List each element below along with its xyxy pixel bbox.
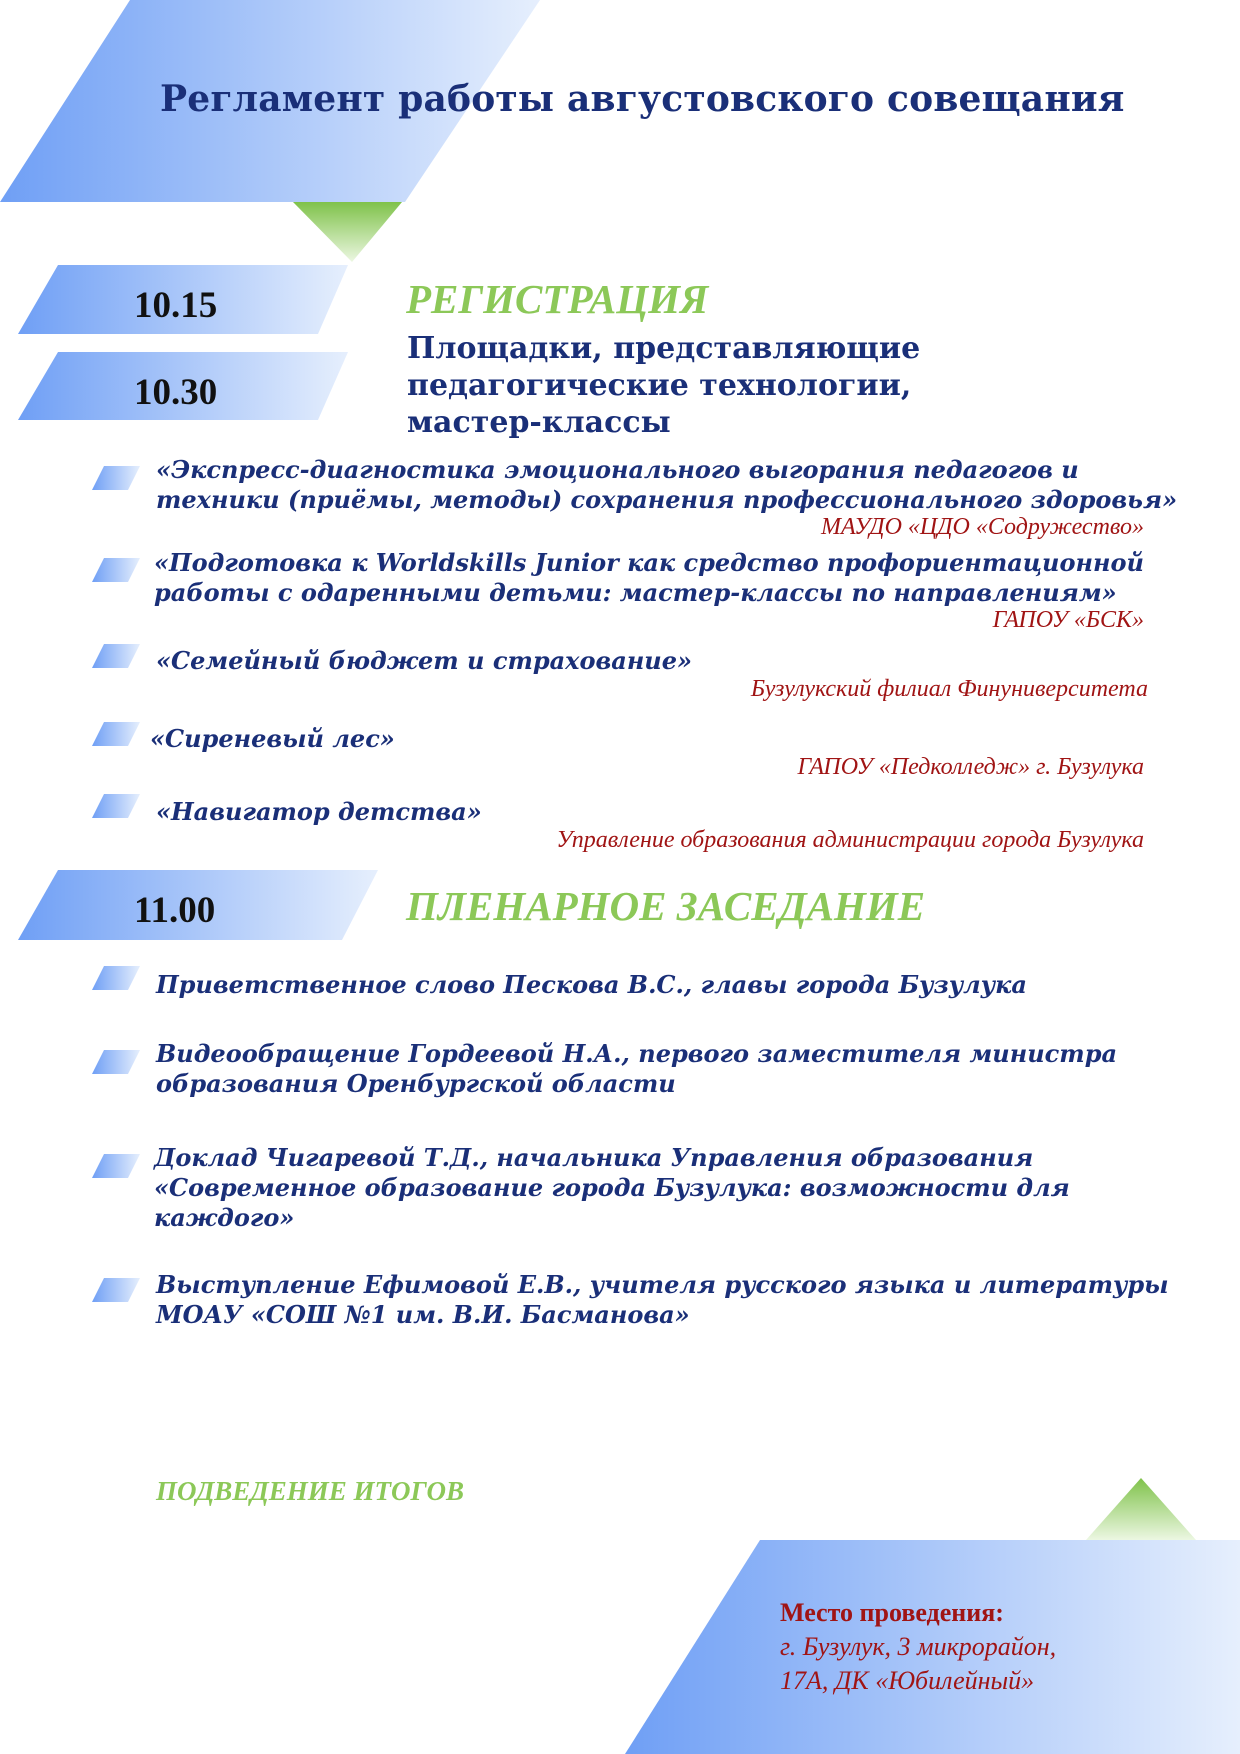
workshop-title: «Сиреневый лес» <box>150 724 395 753</box>
workshop-org: ГАПОУ «Педколледж» г. Бузулука <box>797 754 1144 780</box>
time-1015: 10.15 <box>134 285 218 326</box>
bullet-icon <box>92 966 142 990</box>
time-1100: 11.00 <box>134 890 216 931</box>
page-title: Регламент работы августовского совещания <box>160 78 1125 120</box>
workshop-title: «Подготовка к Worldskills Junior как средство профориентационной работы с одаренными детьми: мастер-классы по направлениям» <box>154 548 1144 607</box>
workshops-heading <box>407 330 920 441</box>
workshop-org: ГАПОУ «БСК» <box>992 607 1144 633</box>
workshops-heading-line: мастер-классы <box>407 405 671 440</box>
bullet-icon <box>92 722 142 746</box>
venue-address-line: 17А, ДК «Юбилейный» <box>780 1666 1035 1695</box>
workshop-org: Управление образования администрации города Бузулука <box>556 827 1144 853</box>
plenary-heading: ПЛЕНАРНОЕ ЗАСЕДАНИЕ <box>406 883 926 929</box>
bullet-icon <box>92 466 142 490</box>
workshop-org: МАУДО «ЦДО «Содружество» <box>820 514 1144 540</box>
summary-heading: ПОДВЕДЕНИЕ ИТОГОВ <box>156 1476 464 1506</box>
bullet-icon <box>92 644 142 668</box>
workshop-title: «Семейный бюджет и страхование» <box>156 646 693 675</box>
workshops-heading-line: педагогические технологии, <box>407 368 912 403</box>
workshops-heading-line: Площадки, представляющие <box>407 331 921 366</box>
workshop-org: Бузулукский филиал Финуниверситета <box>750 676 1148 702</box>
bullet-icon <box>92 794 142 818</box>
plenary-item: Выступление Ефимовой Е.В., учителя русского языка и литературы МОАУ «СОШ №1 им. В.И. Басманова» <box>156 1270 1169 1329</box>
plenary-item: Приветственное слово Пескова В.С., главы города Бузулука <box>156 970 1027 999</box>
header-green-triangle <box>293 202 402 262</box>
bullet-icon <box>92 1154 142 1178</box>
registration-heading: РЕГИСТРАЦИЯ <box>406 276 709 322</box>
bullet-icon <box>92 1278 142 1302</box>
workshop-title: «Экспресс-диагностика эмоционального выгорания педагогов и техники (приёмы, методы) сохранения профессионального здоровья» <box>156 455 1178 514</box>
venue-label: Место проведения: <box>780 1598 1004 1627</box>
bullet-icon <box>92 558 142 582</box>
time-1030: 10.30 <box>134 372 218 413</box>
footer-green-triangle <box>1086 1478 1196 1540</box>
plenary-item: Доклад Чигаревой Т.Д., начальника Управления образования «Современное образование города Бузулука: возможности для каждого» <box>154 1143 1070 1232</box>
bullet-icon <box>92 1050 142 1074</box>
plenary-item: Видеообращение Гордеевой Н.А., первого заместителя министра образования Оренбургской области <box>156 1039 1118 1098</box>
workshop-title: «Навигатор детства» <box>156 797 482 826</box>
venue-address-line: г. Бузулук, 3 микрорайон, <box>780 1632 1057 1661</box>
